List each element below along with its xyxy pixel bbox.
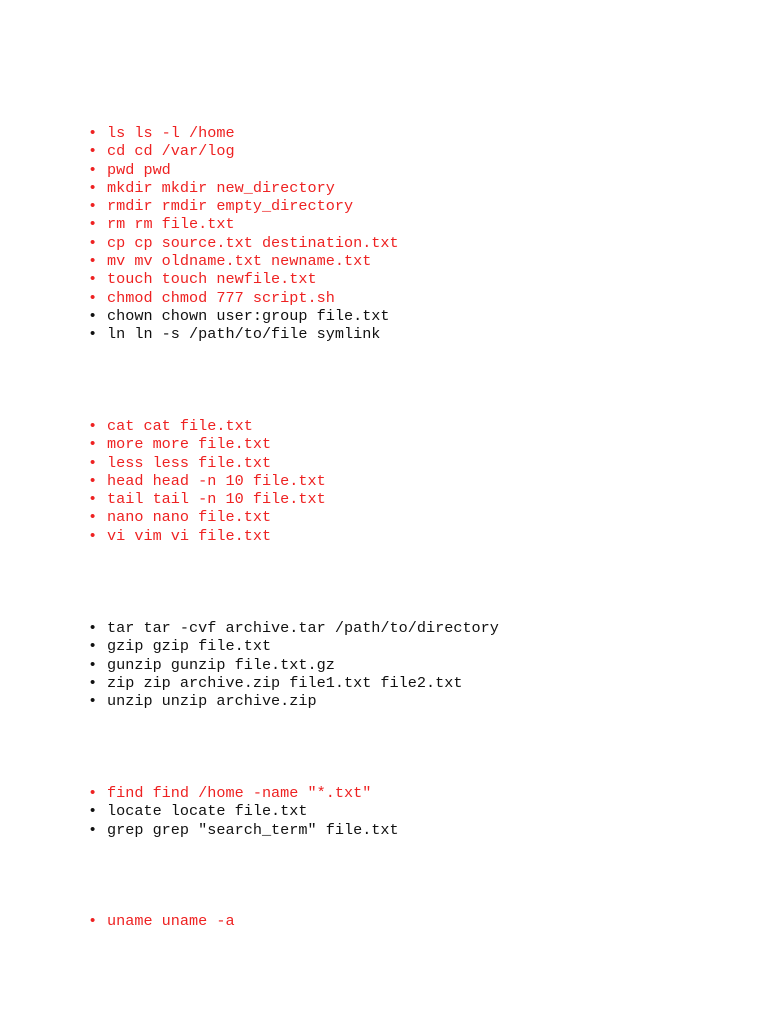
bullet-icon: •	[90, 306, 96, 324]
command-list-item	[90, 527, 326, 545]
command-text: rmdir rmdir empty_directory	[107, 197, 354, 216]
command-list-item	[90, 417, 326, 435]
command-text: cd cd /var/log	[107, 142, 235, 161]
command-list-item	[90, 821, 399, 839]
command-text: ls ls -l /home	[107, 124, 235, 142]
command-text: tail tail -n 10 file.txt	[107, 490, 326, 509]
bullet-icon: •	[90, 784, 96, 801]
bullet-icon: •	[90, 233, 96, 251]
command-list-item	[90, 674, 499, 692]
command-text: unzip unzip archive.zip	[107, 692, 317, 711]
command-list-item	[90, 197, 399, 215]
bullet-icon: •	[90, 692, 96, 710]
command-list-item	[90, 637, 499, 655]
command-list-item	[90, 619, 499, 637]
bullet-icon: •	[90, 215, 96, 233]
command-text: cat cat file.txt	[107, 417, 253, 435]
command-text: grep grep "search_term" file.txt	[107, 820, 399, 839]
command-text: chmod chmod 777 script.sh	[107, 288, 335, 307]
search-commands-list	[90, 784, 399, 839]
command-text: gzip gzip file.txt	[107, 637, 272, 656]
bullet-icon: •	[90, 912, 96, 929]
bullet-icon: •	[90, 178, 96, 196]
command-list-item	[90, 234, 399, 252]
command-list-item	[90, 124, 399, 142]
command-text: pwd pwd	[107, 160, 171, 179]
bullet-icon: •	[90, 252, 96, 270]
command-list-item	[90, 307, 399, 325]
command-list-item	[90, 802, 399, 820]
bullet-icon: •	[90, 802, 96, 820]
bullet-icon: •	[90, 619, 96, 636]
command-text: mkdir mkdir new_directory	[107, 178, 335, 197]
bullet-icon: •	[90, 453, 96, 471]
command-list-item	[90, 325, 399, 343]
command-text: locate locate file.txt	[107, 802, 308, 821]
command-list-item	[90, 270, 399, 288]
command-text: vi vim vi file.txt	[107, 526, 272, 545]
command-list-item	[90, 508, 326, 526]
bullet-icon: •	[90, 435, 96, 453]
bullet-icon: •	[90, 508, 96, 526]
command-list-item	[90, 454, 326, 472]
bullet-icon: •	[90, 820, 96, 838]
bullet-icon: •	[90, 490, 96, 508]
command-text: touch touch newfile.txt	[107, 270, 317, 289]
command-list-item	[90, 179, 399, 197]
command-text: rm rm file.txt	[107, 215, 235, 234]
command-list-item	[90, 912, 235, 930]
command-list-item	[90, 490, 326, 508]
file-viewing-commands-list	[90, 417, 326, 545]
bullet-icon: •	[90, 325, 96, 343]
command-list-item	[90, 656, 499, 674]
file-management-commands-list	[90, 124, 399, 344]
bullet-icon: •	[90, 417, 96, 434]
command-list-item	[90, 215, 399, 233]
command-list-item	[90, 692, 499, 710]
command-text: tar tar -cvf archive.tar /path/to/directory	[107, 619, 499, 637]
bullet-icon: •	[90, 637, 96, 655]
command-text: less less file.txt	[107, 453, 272, 472]
system-info-commands-list	[90, 912, 235, 930]
command-list-item	[90, 784, 399, 802]
command-list-item	[90, 142, 399, 160]
bullet-icon: •	[90, 197, 96, 215]
command-text: mv mv oldname.txt newname.txt	[107, 252, 372, 271]
command-text: uname uname -a	[107, 912, 235, 930]
command-list-item	[90, 252, 399, 270]
command-list-item	[90, 435, 326, 453]
bullet-icon: •	[90, 160, 96, 178]
bullet-icon: •	[90, 288, 96, 306]
command-text: head head -n 10 file.txt	[107, 471, 326, 490]
command-text: more more file.txt	[107, 435, 272, 454]
command-text: find find /home -name "*.txt"	[107, 784, 372, 802]
command-list-item	[90, 289, 399, 307]
command-text: cp cp source.txt destination.txt	[107, 233, 399, 252]
bullet-icon: •	[90, 526, 96, 544]
bullet-icon: •	[90, 142, 96, 160]
command-list-item	[90, 161, 399, 179]
bullet-icon: •	[90, 673, 96, 691]
bullet-icon: •	[90, 471, 96, 489]
bullet-icon: •	[90, 270, 96, 288]
command-text: ln ln -s /path/to/file symlink	[107, 325, 381, 344]
bullet-icon: •	[90, 124, 96, 141]
command-text: gunzip gunzip file.txt.gz	[107, 655, 335, 674]
bullet-icon: •	[90, 655, 96, 673]
command-text: chown chown user:group file.txt	[107, 306, 390, 325]
command-list-item	[90, 472, 326, 490]
command-text: nano nano file.txt	[107, 508, 272, 527]
command-text: zip zip archive.zip file1.txt file2.txt	[107, 673, 463, 692]
archive-commands-list	[90, 619, 499, 710]
